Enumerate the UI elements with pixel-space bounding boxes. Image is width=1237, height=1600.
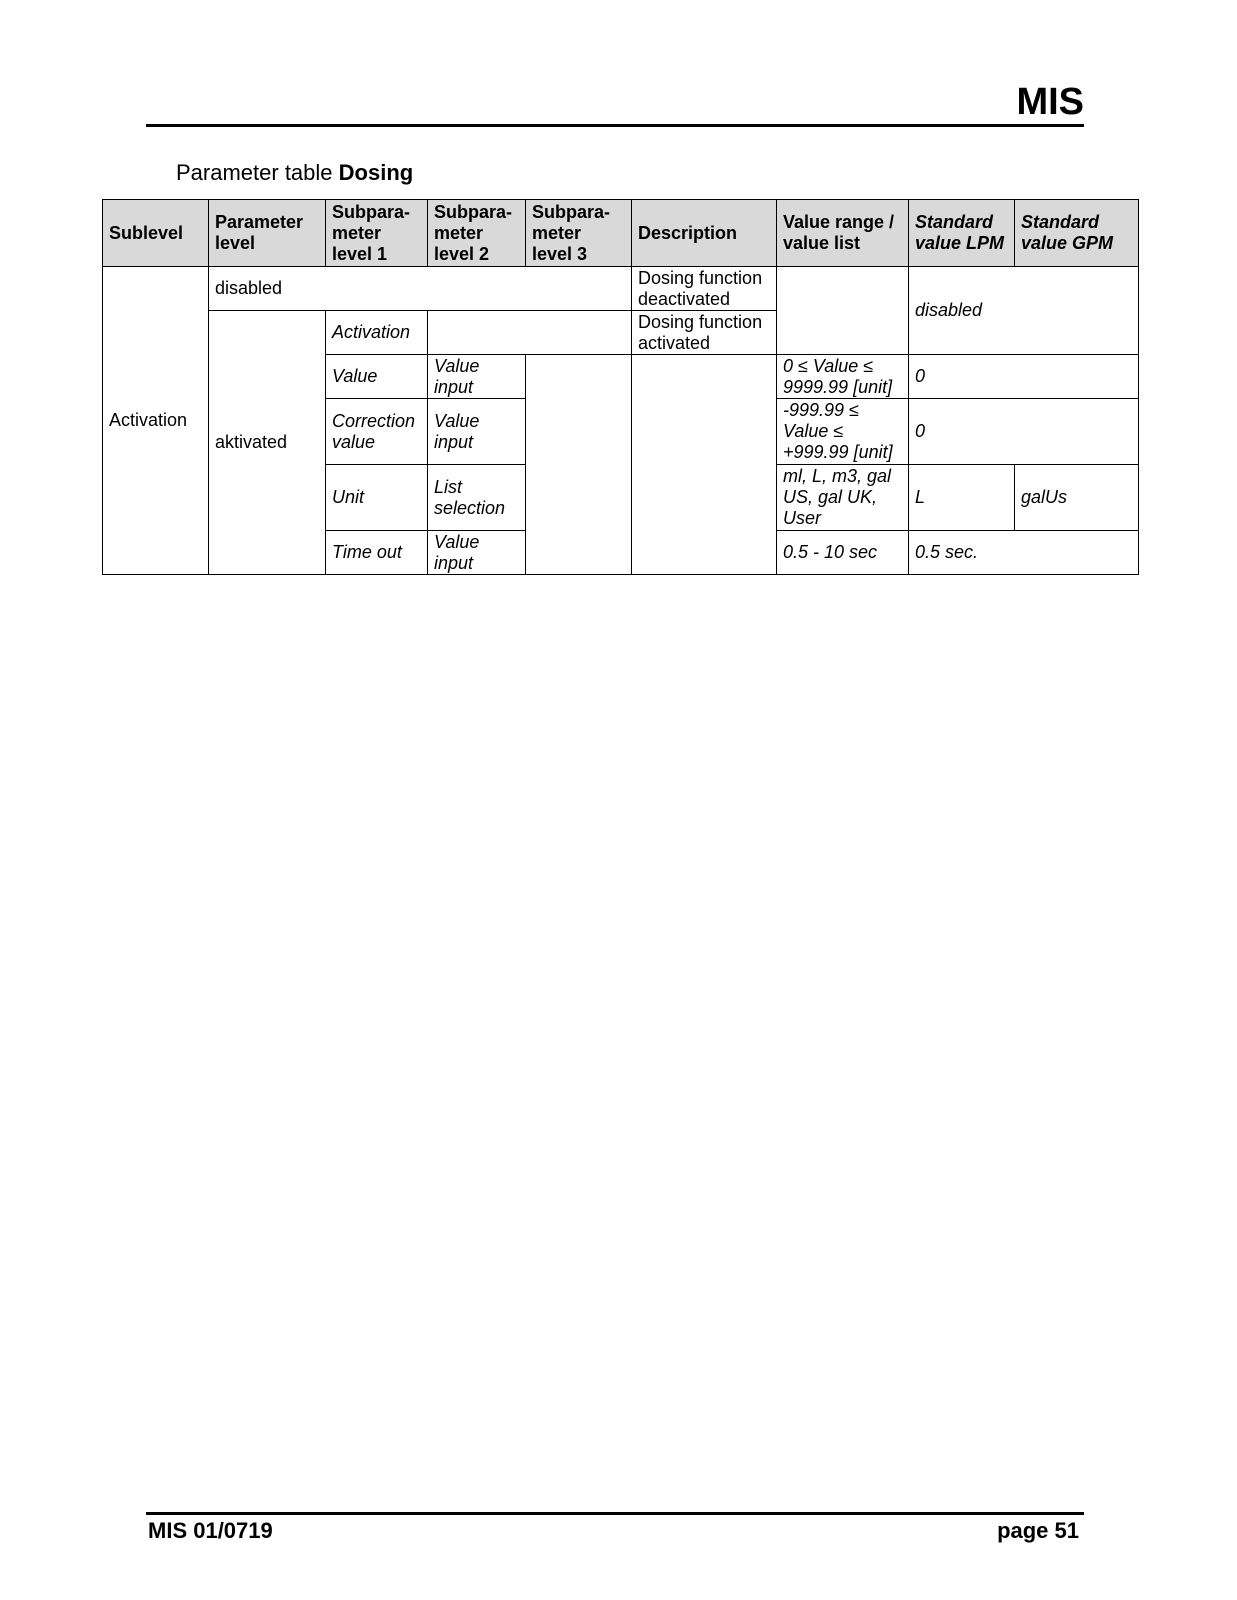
cell-standard-gpm-unit: galUs — [1015, 465, 1139, 531]
cell-standard-lpm-unit: L — [909, 465, 1015, 531]
header-standard-lpm: Standard value LPM — [909, 200, 1015, 267]
cell-sub2-value: Value input — [428, 355, 526, 399]
cell-sub1-activation: Activation — [326, 311, 428, 355]
page-header-title: MIS — [1016, 81, 1084, 123]
header-value-range: Value range / value list — [777, 200, 909, 267]
cell-range-unit: ml, L, m3, gal US, gal UK, User — [777, 465, 909, 531]
cell-standard-value: 0 — [909, 355, 1139, 399]
header-subparameter-level-3: Subpara-meter level 3 — [526, 200, 632, 267]
cell-sub2-correction: Value input — [428, 399, 526, 465]
cell-range-empty — [777, 267, 909, 355]
footer-document-id: MIS 01/0719 — [148, 1518, 273, 1543]
cell-sub1-value: Value — [326, 355, 428, 399]
cell-standard-correction: 0 — [909, 399, 1139, 465]
cell-sub2-timeout: Value input — [428, 531, 526, 575]
header-subparameter-level-1: Subpara-meter level 1 — [326, 200, 428, 267]
cell-sub1-correction: Correction value — [326, 399, 428, 465]
cell-sublevel: Activation — [103, 267, 209, 575]
caption-bold: Dosing — [338, 160, 414, 185]
cell-sub1-unit: Unit — [326, 465, 428, 531]
table-header-row — [103, 200, 1139, 267]
header-standard-gpm: Standard value GPM — [1015, 200, 1139, 267]
cell-range-timeout: 0.5 - 10 sec — [777, 531, 909, 575]
cell-parameter-activated: aktivated — [209, 311, 326, 575]
caption-prefix: Parameter table — [176, 160, 333, 185]
footer-divider — [146, 1512, 1084, 1515]
parameter-table — [102, 199, 1139, 575]
table-row — [103, 267, 1139, 311]
cell-sub2-sub3-empty — [428, 311, 632, 355]
header-description: Description — [632, 200, 777, 267]
cell-range-correction: -999.99 ≤ Value ≤ +999.99 [unit] — [777, 399, 909, 465]
table-caption — [176, 159, 413, 187]
footer-page-number: page 51 — [997, 1518, 1079, 1543]
cell-range-value: 0 ≤ Value ≤ 9999.99 [unit] — [777, 355, 909, 399]
header-parameter-level: Parameter level — [209, 200, 326, 267]
cell-standard-timeout: 0.5 sec. — [909, 531, 1139, 575]
cell-standard-disabled: disabled — [909, 267, 1139, 355]
cell-sub1-timeout: Time out — [326, 531, 428, 575]
cell-description-empty — [632, 355, 777, 575]
cell-description-deactivated: Dosing function deactivated — [632, 267, 777, 311]
cell-parameter-disabled: disabled — [209, 267, 632, 311]
header-sublevel: Sublevel — [103, 200, 209, 267]
header-subparameter-level-2: Subpara-meter level 2 — [428, 200, 526, 267]
cell-sub2-unit: List selection — [428, 465, 526, 531]
cell-sub3-empty — [526, 355, 632, 575]
header-divider — [146, 124, 1084, 127]
cell-description-activated: Dosing function activated — [632, 311, 777, 355]
